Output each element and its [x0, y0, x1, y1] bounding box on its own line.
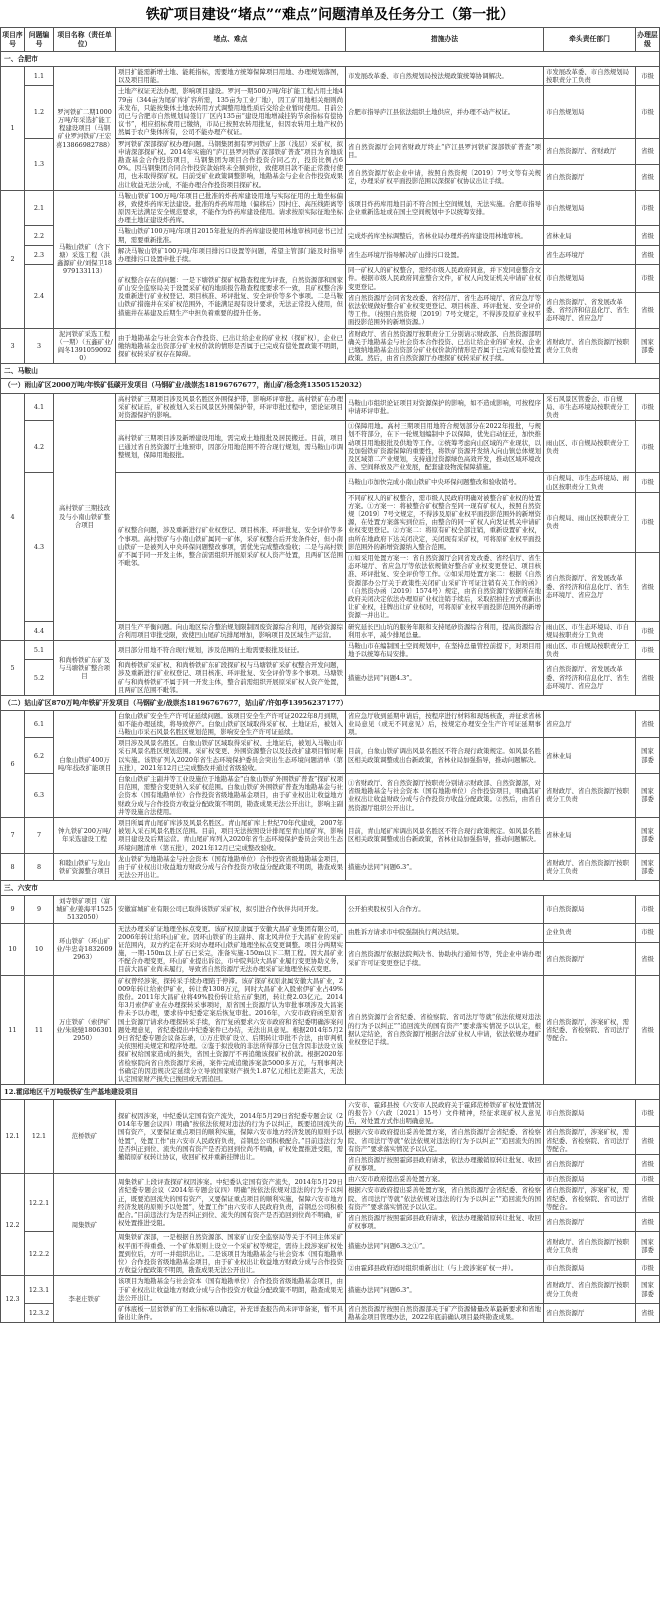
lead-department: 省自然资源厅: [544, 164, 636, 190]
project-name: 马鞍山铁矿（含下塘）采选工程（洪鑫源矿业/刘保卫18979133113）: [54, 190, 116, 328]
project-seq: 11: [1, 975, 25, 1084]
handling-level: 省级: [636, 553, 660, 622]
issue-problem: 高村铁矿三期项目涉及风景名胜区外围保护带，影响环评审批。高村铁矿在办理采矿权证后，矿权被划入采石风景区外围保护带，环评审批过程中，需论证项目对资源保护的影响。: [116, 393, 346, 421]
issue-problem: 矿权曾经涉案，探转采手续办理陷于停滞。该矿探矿权原隶属安徽大昌矿业，2009年转让给索伊矿业，转让费1308万元，同时大昌矿业入股索伊矿业占49%股份。2011年大昌矿业将49%股份转让给五矿集团，转让费2.03亿元。2014年3月索伊矿业在办理探转采事项时，原省国土资源厅认为审批事项涉及大昌案件未予以办理，要求待中纪委定案后恢复审批。2016年，六安市政府函至原省国土资源厅请求办理探转采手续，省厅复函要求六安市政府和省纪委明确涉案问题处理意见，省纪委提出中纪委案件已办结，无法出具意见。根据2014年5月29日省纪委专题会议备忘录，①万庄铁矿设立、后期转让审批不合法，由审判机关依照相关规定和程序处理。②鉴于拟没收的非法所得部分已包含因非法设立该探矿权给国家造成的损失，省国土资源厅不再追缴该探矿权价款。根据2020年省检察院向省自然资源厅来函，案件完成追缴涉案款5000多万元，与刑事判决书确定的因违规决定延续分立导致国家财产损失1.87亿元相比差距甚大，无法认定国家财产损失已挽回或无需追回。: [116, 975, 346, 1084]
header-row: [1, 28, 660, 52]
lead-department: 省财政厅、省自然资源厅按职责分工负责: [544, 328, 636, 364]
handling-level: 市级: [636, 473, 660, 492]
measure-text: 同一矿权人的矿权整合，需经市级人民政府同意，并下发同意整合文件。根据市级人民政府同意整合文件，矿权人向发证机关申请矿业权变更登记。: [346, 265, 544, 293]
measure-text: 省自然资源厅按照霍邱县政府请求，依法办理撤销原转让批复、收回矿权事项。: [346, 1213, 544, 1232]
issue-problem: 项目涉及风景名胜区。白象山铁矿区域取得采矿权、土地证后，被划入马鞍山市采石风景名胜区规划范围。采矿权变更、外围资源整合以及技改扩建项目暂时难以实施。该铁矿列入2020年省生态环境保护委员会突出生态环境问题清单（第五批），2021年12月已完成整改并通过省级验收。: [116, 738, 346, 774]
handling-level: 国家部委: [636, 738, 660, 774]
project-name: 和睦山铁矿与龙山铁矿资源整合项目: [54, 853, 116, 881]
issue-problem: 白象山铁矿安全生产许可证延续问题。该项目安全生产许可证2022年8月到期，如不能办理延续，将导致停产。白象山铁矿区域取得采矿权、土地证后，被划入马鞍山市采石风景名胜区规划范围，影响安全生产许可证延续。: [116, 710, 346, 738]
handling-level: 国家部委: [636, 817, 660, 853]
issue-no: 1.2: [25, 86, 54, 138]
project-seq: 10: [1, 923, 25, 975]
handling-level: 市级: [636, 492, 660, 552]
issue-no: 5.2: [25, 660, 54, 696]
col-header-measure: 措施办法: [346, 28, 544, 52]
lead-department: 省自然资源厅、省发展改革委、省经济和信息化厅、省生态环境厅、省应急厅: [544, 553, 636, 622]
project-seq: 9: [1, 895, 25, 923]
subproject-section-row: [1, 696, 660, 711]
issue-no: 6.2: [25, 738, 54, 774]
project-name: 白象山铁矿400万吨/年技改扩能项目: [54, 710, 116, 817]
lead-department: 省财政厅、省自然资源厅按职责分工负责: [544, 853, 636, 881]
measure-text: 省自然资源厅按照自然资源部关于矿产资源储量改革最新要求和省地勘基金项目管理办法，2022年底前确认项目最终勘查成果。: [346, 1303, 544, 1322]
lead-department: 雨山区、市生态环境局、市自规局按职责分工负责: [544, 621, 636, 640]
issue-problem: 矿体底板一层贫铁矿的工业指标难以确定，补充详查报告尚未评审备案，暂不具备出让条件。: [116, 1303, 346, 1322]
table-row: [1, 328, 660, 364]
issue-no: 4.1: [25, 393, 54, 421]
col-header-level: 办理层级: [636, 28, 660, 52]
project-name: 钟九铁矿200万吨/年采选建设工程: [54, 817, 116, 853]
handling-level: 国家部委: [636, 1276, 660, 1304]
project-name: 和尚桥铁矿东矿及与马塘铁矿整合项目: [54, 640, 116, 695]
measure-text: ①保障用地。高村三期项目用地符合规划部分在2022年报批，与规划不符部分，在下一轮规划编制中予以保障，优先启动征迁，加快推动项目用地报批及供地等工作。②统筹考虑向山区域的产业现状，以及加强铁矿资源保障的重要性，将铁矿资源开发纳入向山镇总体规划及区域第二产业规划，支持通过资源绿色高效开发，推动区域环境改善、空间释放及产业发展，配套建设物流保障措施。: [346, 421, 544, 473]
issue-no: 4.2: [25, 421, 54, 473]
col-header-lead: 牵头责任部门: [544, 28, 636, 52]
issue-no: 6.1: [25, 710, 54, 738]
project-name: 泥河铁矿采选工程（一期）（五鑫矿业/阎冬13910590920）: [54, 328, 116, 364]
handling-level: 市级: [636, 393, 660, 421]
handling-level: 省级: [636, 975, 660, 1084]
subproject-section-row: [1, 378, 660, 393]
table-row: [1, 817, 660, 853]
measure-text: 完成炸药库坐标调整后，省林业局办理炸药库建设用林地审核。: [346, 226, 544, 245]
project-name: 范桥铁矿: [54, 1099, 116, 1174]
lead-department: 采石风景区管委会、市自规局、市生态环境局按职责分工负责: [544, 393, 636, 421]
project-name: 罗河铁矿二期1000万吨/年采选扩能工程建设项目（马钢矿业罗河铁矿/王宏喜13866982788）: [54, 67, 116, 191]
lead-department: 市自然规划局: [544, 190, 636, 226]
issue-no: 12.3.1: [25, 1276, 54, 1304]
project-name: 李老庄铁矿: [54, 1276, 116, 1323]
handling-level: 省级: [636, 1127, 660, 1155]
measure-text: 根据六安市政府提出妥善处置方案，省自然资源厅会省纪委、省检察院、省司法厅等就“依法依规对违法的行为予以纠正”“追回流失的国有资产”要求落实情况予以认定。: [346, 1185, 544, 1213]
measure-text: ②由霍邱县政府适时组织重新出让（与上段涉案矿权一并）。: [346, 1260, 544, 1276]
lead-department: 市自然规划局: [544, 86, 636, 138]
issue-no: 2.4: [25, 265, 54, 328]
lead-department: 市自然资源局: [544, 1174, 636, 1185]
lead-department: 省自然资源厅、省财政厅: [544, 138, 636, 164]
issue-problem: 该项目为地勘基金与社会资本（国有地勘单位）合作投资省级地勘基金项目，由于矿业权出让收益地方财政分成与合作投资方收益分配政策不明朗，勘查成果无法公开出让。: [116, 1276, 346, 1304]
lead-department: 市发展改革委、市自然规划局按职责分工负责: [544, 67, 636, 86]
lead-department: 省自然资源厅、省发展改革委、省经济和信息化厅、省生态环境厅、省应急厅: [544, 292, 636, 328]
handling-level: 省级: [636, 138, 660, 164]
handling-level: 省级: [636, 226, 660, 245]
measure-text: 措施办法同“问题4.3”。: [346, 660, 544, 696]
project-seq: 3: [1, 328, 25, 364]
lead-department: 省自然资源厅、省发展改革委、省经济和信息化厅、省生态环境厅、省应急厅: [544, 660, 636, 696]
handling-level: 市级: [636, 190, 660, 226]
measure-text: ①省财政厅、省自然资源厅按职责分别请示财政部、自然资源部，对省级地勘基金与社会资本（国有地勘单位）合作投资项目，明确其矿业权出让收益财政分成与合作投资方收益分配政策。②然后，由省自然资源厅组织公开出让。: [346, 774, 544, 818]
handling-level: 省级: [636, 1154, 660, 1173]
lead-department: 市自然资源局: [544, 1099, 636, 1127]
handling-level: 省级: [636, 1213, 660, 1232]
issue-problem: 罗河铁矿深部探矿权办理问题。马钢集团拥有罗河铁矿上部（浅层）采矿权，拟申请深部探矿权。2014年实施的“庐江县罗河铁矿深部铁矿普查”项目为省地质勘查基金合作投资项目，马钢集团为项目合作投资合同乙方，投资比例占60%。因马钢集团合同合作投资款始终未全额到位，致使项目款不能正常拨付使用，也未取得探矿权。目前受矿业政策调整影响，地勘基金与企业合作投资成果出让收益无法分成，不能办理合作投资项目探矿权。: [116, 138, 346, 190]
measure-text: 省生态环境厅指导解决矿山排污口设置。: [346, 245, 544, 264]
handling-level: 省级: [636, 292, 660, 328]
project-seq: 8: [1, 853, 25, 881]
table-row: [1, 393, 660, 421]
measure-text: 该项目炸药库用地目前不符合国土空间规划，无法实施。合肥市指导企业重新选址或在国土空间规划中予以统筹安排。: [346, 190, 544, 226]
lead-department: 企业负责: [544, 923, 636, 942]
measure-text: 省自然资源厅依据法院判决书、协助执行通知书等，凭企业申请办理采矿许可证变更登记手续。: [346, 942, 544, 975]
handling-level: 市级: [636, 86, 660, 138]
handling-level: 市级: [636, 640, 660, 659]
handling-level: 市级: [636, 621, 660, 640]
measure-text: 省自然资源厅会同省财政厅终止“庐江县罗河铁矿深部铁矿普查”项目。: [346, 138, 544, 164]
table-row: [1, 1099, 660, 1127]
issue-no: 8: [25, 853, 54, 881]
lead-department: 市自规局、市生态环境局、雨山区按职责分工负责: [544, 473, 636, 492]
project-seq: 4: [1, 393, 25, 640]
col-header-problem: 堵点、难点: [116, 28, 346, 52]
measure-text: 不同矿权人的矿权整合，需市级人民政府明确对被整合矿业权的处置方案。①方案一：将被整合矿权整合至同一现有矿权人，按照自然资规〔2019〕7号文规定，不得涉及原矿业权平面投影范围外的新增资源，在处置方案落实到位后，由整合的同一矿权人向发证机关申请矿业权变更登记。②方案二：将原有矿权全部注销，重新设置矿业权，由所在地政府下达关闭决定，关闭现有采矿权，可将原矿业权平面投影范围外的新增资源纳入整合范围。: [346, 492, 544, 552]
table-row: [1, 853, 660, 881]
lead-department: 市自然资源局: [544, 1260, 636, 1276]
city-section-row: [1, 364, 660, 379]
handling-level: 省级: [636, 164, 660, 190]
handling-level: 省级: [636, 1303, 660, 1322]
handling-level: 省级: [636, 660, 660, 696]
project-seq: 7: [1, 817, 25, 853]
table-row: [1, 895, 660, 923]
issue-no: 7: [25, 817, 54, 853]
table-row: [1, 640, 660, 659]
lead-department: 省林业局: [544, 817, 636, 853]
issue-no: 9: [25, 895, 54, 923]
project-seq: 12.2: [1, 1174, 25, 1276]
issue-problem: 项目部分用地不符合现行规划，涉及范围的土地需要报批及征迁。: [116, 640, 346, 659]
handling-level: 市级: [636, 265, 660, 293]
measure-text: 市发展改革委、市自然规划局按法规政策统筹协调解决。: [346, 67, 544, 86]
issue-problem: 项目扩能需新增土地、能耗指标，需要地方统筹保障项目用地、办理规划落图，以及项目用能。: [116, 67, 346, 86]
section-label: （二）姑山矿区870万吨/年铁矿开发项目（马钢矿业/战崇杰18196767677，姑山矿/许如亭13956237177）: [1, 696, 660, 711]
project-name: 周集铁矿: [54, 1174, 116, 1276]
city-section-row: [1, 881, 660, 896]
table-body: [1, 52, 660, 1323]
issue-no: 4.4: [25, 621, 54, 640]
issue-no: 12.1: [25, 1099, 54, 1174]
page-title: 铁矿项目建设“堵点”“难点”问题清单及任务分工（第一批）: [145, 7, 515, 23]
issue-problem: 高村铁矿三期项目涉及新增建设用地，需完成土地报批及居民搬迁。目前，项目已通过省自然资源厅土地预审，因部分用地范围不符合现行规划，需马鞍山市调整规划，保障用地报批。: [116, 421, 346, 473]
measure-text: 省应急厅收到延期申请后，按程序进行材料和现场核查，并征求省林业局意见（或无不同意见）后，按规定办理安全生产许可证延期事项。: [346, 710, 544, 738]
section-label: 二、马鞍山: [1, 364, 660, 379]
measure-text: 公开拍卖股权引入合作方。: [346, 895, 544, 923]
section-label: （一）雨山矿区2000万吨/年铁矿低碳开发项目（马钢矿业/战崇杰18196767677，南山矿/杨念亮13505152032）: [1, 378, 660, 393]
project-seq: 5: [1, 640, 25, 695]
measure-text: 六安市、霍邱县按《六安市人民政府关于霍邱范桥铁矿矿权处置情况的报告》（六政〔2021〕15号）文件精神，经征求现矿权人意见后，对处置方式作出明确意见。: [346, 1099, 544, 1127]
lead-department: 省自然资源厅: [544, 1303, 636, 1322]
issue-problem: 马鞍山铁矿100万吨/年项目已批准的炸药库建设用地与实际征用的土地坐标偏移，致使炸药库无法建设。批准的炸药库用地（偏移后）因村庄、高压线距离等原因无法满足安全规范要求，不能作为炸药库建设使用。请求按原实际征地坐标办理土地证建设炸药库。: [116, 190, 346, 226]
issue-problem: 白象山铁矿主副井等工业设施位于地勘基金“白象山铁矿外围铁矿普查”探矿权项目范围，需整合变更纳入采矿权范围。白象山铁矿外围铁矿普查为地勘基金与社会资本（国有地勘单位）合作投资省级地勘基金项目，由于矿业权出让收益地方财政分成与合作投资方收益分配政策不明朗，勘查成果无法公开出让，影响主副井等设施合法使用。: [116, 774, 346, 818]
issue-problem: 矿权整合问题，涉及重新进行矿业权登记、项目核准、环评批复、安全评价等多个事项。高村铁矿与小南山铁矿属同一矿体，采矿权整合后开发条件好，但小南山铁矿一是被列入中央环保问题整改事项，需优先完成整改验收；二是与高村铁矿不属于同一开发主体，整合前需组织开展原采矿权人资产处置，且两矿区范围不毗邻。: [116, 473, 346, 621]
subproject-section-row: [1, 1085, 660, 1100]
measure-text: ①如采用处置方案一：省自然资源厅会同省发改委、省经信厅、省生态环境厅、省应急厅等依法依规做好整合矿业权变更登记、项目核准、环评批复、安全评价等工作。②如采用处置方案二：根据《自然资源部办公厅关于政策性关闭矿山采矿许可证注销有关工作的函》（自然资办函〔2019〕1574号）规定，由省自然资源厅依据所在地政府关闭决定依法办理原矿业权注销手续后，采取招拍挂方式重新出让矿业权，挂牌出让矿业权时，可将原矿业权平面投影范围外的新增资源一并出让。: [346, 553, 544, 622]
handling-level: 省级: [636, 245, 660, 264]
lead-department: 省自然资源厅，涉案矿权，需省纪委、省检察院、省司法厅等配合。: [544, 1127, 636, 1155]
issue-no: 12.2.1: [25, 1174, 54, 1232]
issue-no: 6.3: [25, 774, 54, 818]
issue-no: 5.1: [25, 640, 54, 659]
handling-level: 市级: [636, 1260, 660, 1276]
measure-text: 研究延长凹山坑的服务年限和支持尾砂资源综合利用，提高资源综合利用水平，减少排尾总量。: [346, 621, 544, 640]
project-name: 万庄铁矿（索伊矿业/朱晓驰18063012950）: [54, 975, 116, 1084]
handling-level: 市级: [636, 67, 660, 86]
issue-problem: 由于地勘基金与社会资本合作投资、已出让给企业的矿业权（探矿权），企业已缴纳地勘基金出资部分矿业权价款的情形是否属于已完成有偿处置政策不明朗，探矿权转采矿权存在障碍。: [116, 328, 346, 364]
section-label: 三、六安市: [1, 881, 660, 896]
issue-problem: 和尚桥铁矿采矿权、和尚桥铁矿东矿段探矿权与马塘铁矿采矿权整合开发问题，涉及重新进行矿业权登记、项目核准、环评批复、安全评价等多个事项。马塘铁矿与和尚桥铁矿不属于同一开发主体，整合前需组织开展原采矿权人资产处置，且两矿区范围不毗邻。: [116, 660, 346, 696]
handling-level: 市级: [636, 923, 660, 942]
issue-problem: 无法办理采矿证地理坐标点变更。该矿权原隶属于安徽大昌矿业集团有限公司，2006年转让给环山矿业。因环山铁矿的主副井、南北风井位于大昌矿业的采矿证范围内，双方约定在开采时办理环山铁矿地理坐标点变更调整。项目分两期实施，一期-150m以上矿石已采完，准备实施-150m以下二期工程。因大昌矿业不配合办理变更，环山矿业提出诉讼，市中院判决大昌矿业履行变更协助义务，目前大昌矿业尚未履行，导致省自然资源厅无法办理采矿证地理坐标点变更。: [116, 923, 346, 975]
measure-text: 省自然资源厅会省纪委、省检察院、省司法厅等就“依法依规对违法的行为予以纠正”“追回流失的国有资产”要求落实情况予以认定，根据认定结论，省自然资源厅根据合法矿业权人申请，依法依规办理矿业权登记手续。: [346, 975, 544, 1084]
issue-no: 1.1: [25, 67, 54, 86]
handling-level: 市级: [636, 421, 660, 473]
project-seq: 12.3: [1, 1276, 25, 1323]
handling-level: 国家部委: [636, 1232, 660, 1260]
issue-problem: 周集铁矿深部，一是根据自然资源部、国家矿山安全监察局等关于不同主体采矿权平面不得重叠、一个矿体原则上设立一个采矿权等规定，需待上段涉案矿权处置到位后，方可一并组织出让。二是该项目为地勘基金与社会资本（国有地勘单位）合作投资省级地勘基金项目，由于矿业权出让收益地方财政分成与合作投资方收益分配政策不明朗，勘查成果无法公开出让。: [116, 1232, 346, 1276]
issue-problem: 马鞍山铁矿100万吨/年项目2015年批复的炸药库建设使用林地审核同意书已过期，需要重新批准。: [116, 226, 346, 245]
project-name: 刘寺铁矿项目（富城矿业/姜海平15255132050）: [54, 895, 116, 923]
lead-department: 省自然资源厅，涉案矿权，需省纪委、省检察院、省司法厅等配合。: [544, 1185, 636, 1213]
col-header-seq: 项目序号: [1, 28, 25, 52]
table-row: [1, 190, 660, 226]
measure-text: 省自然资源厅会同省发改委、省经信厅、省生态环境厅、省应急厅等依法依规做好整合矿业权变更登记、项目核准、环评批复、安全评价等工作。（按照自然资规〔2019〕7号文规定，不得涉及原矿业权平面投影范围外的新增资源。）: [346, 292, 544, 328]
measure-text: 马鞍山市组织论证项目对资源保护的影响，如不造成影响，可按程序申请环评审批。: [346, 393, 544, 421]
lead-department: 省财政厅、省自然资源厅按职责分工负责: [544, 1232, 636, 1260]
measure-text: 由胜诉方请求市中院强制执行判决结果。: [346, 923, 544, 942]
lead-department: 省自然资源厅: [544, 942, 636, 975]
measure-text: 目前，白象山铁矿调出风景名胜区不符合现行政策规定。如风景名胜区相关政策调整或出台新政策，省林业局加强指导，推动问题解决。: [346, 738, 544, 774]
issue-problem: 项目所属青山尾矿库涉及风景名胜区。青山尾矿库上世纪70年代建成，2007年被划入采石风景名胜区范围。目前，项目无法按照设计排尾至青山尾矿库，影响项目建设及后期运营。青山尾矿库列入2020年省生态环境保护委员会突出生态环境问题清单（第五批），2021年12月已完成整改验收。: [116, 817, 346, 853]
table-row: [1, 923, 660, 942]
measure-text: 由六安市政府提出妥善处置方案。: [346, 1174, 544, 1185]
project-name: 高村铁矿三期技改及与小南山铁矿整合项目: [54, 393, 116, 640]
col-header-no: 问题编号: [25, 28, 54, 52]
measure-text: 省财政厅、省自然资源厅按职责分工分别请示财政部、自然资源部明确关于地勘基金与社会资本合作投资、已出让给企业的矿业权、企业已缴纳地勘基金出资部分矿业权价款的情形是否属于已完成有偿处置政策。然后，由省自然资源厅办理探矿权转采矿权手续。: [346, 328, 544, 364]
issues-table: [0, 27, 660, 1323]
lead-department: 省财政厅、省自然资源厅按职责分工负责: [544, 774, 636, 818]
measure-text: 措施办法同“问题6.3之①”。: [346, 1232, 544, 1260]
lead-department: 省自然资源厅: [544, 1213, 636, 1232]
measure-text: 措施办法同“问题6.3”。: [346, 853, 544, 881]
issue-no: 2.3: [25, 245, 54, 264]
issue-no: 10: [25, 923, 54, 975]
lead-department: 雨山区、市自规局按职责分工负责: [544, 421, 636, 473]
handling-level: 省级: [636, 710, 660, 738]
lead-department: 雨山区、市自规局按职责分工负责: [544, 640, 636, 659]
col-header-name: 项目名称（责任单位）: [54, 28, 116, 52]
issue-no: 4.3: [25, 473, 54, 621]
issue-problem: 探矿权因涉案，中纪委认定国有资产流失，2014年5月29日省纪委专题会议（2014年专题会议四）明确“按依法依规对违法的行为予以纠正，既要追回流失的国有资产，又要保证重点项目的顺利实施，保障六安市地方经济发展的原则予以处置”，处置工作“由六安市人民政府负责，首钢总公司积极配合。”目前违法行为是否纠正到位、流失的国有资产是否追回到位尚不明确，矿权处置推进受阻，需撤销原矿权转让协议，收回矿权并重新挂牌出让。: [116, 1099, 346, 1174]
table-row: [1, 1174, 660, 1185]
measure-text: 措施办法同“问题6.3”。: [346, 1276, 544, 1304]
lead-department: 市自然规划局: [544, 265, 636, 293]
handling-level: 市级: [636, 1174, 660, 1185]
issue-problem: 矿权整合存在的问题：一是下塘铁矿探矿权勘查程度为评查，自然资源部和国家矿山安全监察局关于设置采矿权的地质报告勘查程度要求不一致，且矿权整合涉及重新进行矿业权登记、项目核准、环评批复、安全评价等多个事项。二是马鞍山铁矿措施井在采矿权范围外，不能满足现有设计要求，无法正常投入使用，但措施井在基建及后期生产中担负着重要的提升任务。: [116, 265, 346, 328]
handling-level: 国家部委: [636, 774, 660, 818]
issue-no: 11: [25, 975, 54, 1084]
measure-text: 省自然资源厅依企业申请，按照自然资规〔2019〕7号文等有关规定，办理采矿权平面投影范围以深探矿权协议出让手续。: [346, 164, 544, 190]
issue-no: 1.3: [25, 138, 54, 190]
project-seq: 1: [1, 67, 25, 191]
issue-no: 3: [25, 328, 54, 364]
issue-no: 12.2.2: [25, 1232, 54, 1276]
lead-department: 省自然资源厅，涉案矿权，需省纪委、省检察院、省司法厅等配合。: [544, 975, 636, 1084]
project-name: 环山铁矿（环山矿业/牛忠奇18326092963）: [54, 923, 116, 975]
measure-text: 马鞍山市加快完成小南山铁矿中央环保问题整改和验收销号。: [346, 473, 544, 492]
measure-text: 马鞍山市在编制国土空间规划中，在坚持总量管控前提下，对项目用地予以统筹布局安排。: [346, 640, 544, 659]
table-row: [1, 1276, 660, 1304]
project-seq: 2: [1, 190, 25, 328]
section-label: 12.霍邱地区千万吨级铁矿生产基地建设项目: [1, 1085, 660, 1100]
lead-department: 市自然资源局: [544, 895, 636, 923]
issue-no: 2.1: [25, 190, 54, 226]
lead-department: 省生态环境厅: [544, 245, 636, 264]
lead-department: 市自规局、雨山区按职责分工负责: [544, 492, 636, 552]
project-seq: 12.1: [1, 1099, 25, 1174]
table-row: [1, 975, 660, 1084]
lead-department: 省林业局: [544, 226, 636, 245]
lead-department: 省应急厅: [544, 710, 636, 738]
issue-problem: 安徽富城矿业有限公司已取得该铁矿采矿权，拟引进合作伙伴共同开发。: [116, 895, 346, 923]
issue-no: 12.3.2: [25, 1303, 54, 1322]
issue-problem: 项目生产平衡问题。向山地区综合整治规划限制固废资源综合利用，尾砂资源综合利用项目审批受限，致使凹山尾矿坑排尾增加，影响项目及区域生产运营。: [116, 621, 346, 640]
project-seq: 6: [1, 710, 25, 817]
handling-level: 市级: [636, 1099, 660, 1127]
handling-level: 省级: [636, 942, 660, 975]
issue-no: 2.2: [25, 226, 54, 245]
handling-level: 市级: [636, 895, 660, 923]
section-label: 一、合肥市: [1, 52, 660, 67]
issue-problem: 解决马鞍山铁矿100万吨/年项目排污口设置等问题，希望主管部门能及时指导办理排污口设置申批手续。: [116, 245, 346, 264]
measure-text: 省自然资源厅按照霍邱县政府请求，依法办理撤销原转让批复、收回矿权事项。: [346, 1154, 544, 1173]
issue-problem: 土地产权证无法办理，影响项目建设。罗河一期500万吨/年扩能工程占用土地479亩（344亩为尾矿库扩容所需，135亩为工业厂地），因工矿用地相关细则尚未发布，只能按集体土地农转用方式调整用地性质后交给企业暂时使用。目前公司已与合肥市自然规划局签订厂区内135亩“建设用地增减挂钩节余指标有偿协议书”，相应招标费用已缴纳，市局已按照农转用批复，但因农转用土地产权仍然属于农户集体所有，公司不能办理产权证。: [116, 86, 346, 138]
lead-department: 省林业局: [544, 738, 636, 774]
issue-problem: 周集铁矿上段评查探矿权因涉案。中纪委认定国有资产流失，2014年5月29日省纪委专题会议（2014年专题会议四）明确“按依法依规对违法的行为予以纠正，既要追回流失的国有资产，又要保证重点项目的顺利实施，保障六安市地方经济发展的原则予以处置”，处置工作“由六安市人民政府负责，首钢总公司积极配合。”目前违法行为是否纠正到位、流失的国有资产是否追回到位尚不明确，矿权处置推进受阻。: [116, 1174, 346, 1232]
measure-text: 根据六安市政府提出妥善处置方案，省自然资源厅会省纪委、省检察院、省司法厅等就“依法依规对违法的行为予以纠正”“追回流失的国有资产”要求落实情况予以认定。: [346, 1127, 544, 1155]
handling-level: 省级: [636, 1185, 660, 1213]
lead-department: 省自然资源厅: [544, 1154, 636, 1173]
measure-text: 目前，青山尾矿库调出风景名胜区不符合现行政策规定。如风景名胜区相关政策调整或出台新政策，省林业局加强指导，推动问题解决。: [346, 817, 544, 853]
issue-problem: 龙山铁矿为地勘基金与社会资本（国有地勘单位）合作投资省级地勘基金项目，由于矿业权出让收益地方财政分成与合作投资方收益分配政策不明朗，勘查成果无法公开出让。: [116, 853, 346, 881]
table-row: [1, 67, 660, 86]
measure-text: 合肥市指导庐江县依法组织土地供应，并办理不动产权证。: [346, 86, 544, 138]
handling-level: 国家部委: [636, 328, 660, 364]
lead-department: 省财政厅、省自然资源厅按职责分工负责: [544, 1276, 636, 1304]
table-row: [1, 710, 660, 738]
handling-level: 国家部委: [636, 853, 660, 881]
city-section-row: [1, 52, 660, 67]
